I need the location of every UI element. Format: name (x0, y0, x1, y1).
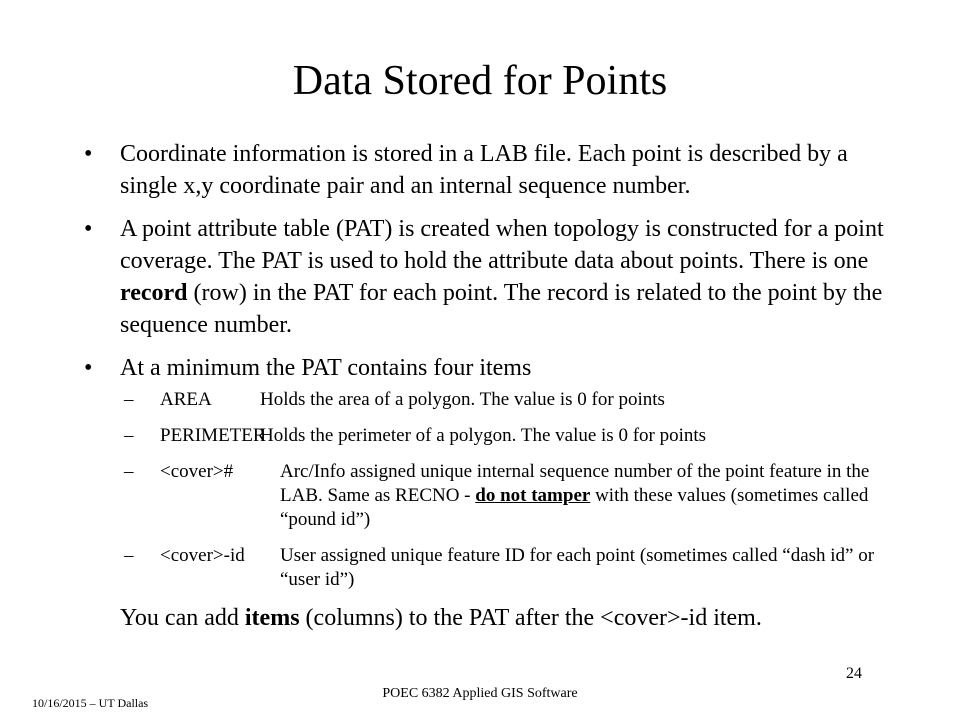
item-term: AREA (160, 389, 212, 410)
bullet-text: A point attribute table (PAT) is created when topology is constructed for a point coverage. The PAT is used to hold the attribute data about points. There is one record (row) in the PAT for each point. The record is related to the point by the sequence number. (120, 216, 884, 338)
bullet-icon: • (84, 216, 93, 242)
sub-item-perimeter (120, 424, 884, 448)
bullet-icon: • (84, 141, 93, 167)
item-term: <cover>-id (160, 545, 245, 566)
item-description: Holds the perimeter of a polygon. The value is 0 for points (260, 425, 707, 446)
bullet-text: Coordinate information is stored in a LAB file. Each point is described by a single x,y coordinate pair and an internal sequence number. (120, 141, 848, 199)
item-term: <cover># (160, 461, 234, 482)
bullet-icon: • (84, 355, 93, 381)
item-term: PERIMETER (160, 425, 266, 446)
dash-icon: – (124, 545, 134, 566)
item-description: User assigned unique feature ID for each point (sometimes called “dash id” or “user id”) (280, 545, 875, 590)
bold-term: record (120, 280, 188, 306)
dash-icon: – (124, 425, 134, 446)
sub-item-area (120, 388, 884, 412)
bullet-list (84, 138, 884, 604)
bullet-item (84, 138, 884, 202)
bold-term: items (244, 605, 300, 631)
item-description: Holds the area of a polygon. The value is 0 for points (260, 389, 665, 410)
sub-item-cover-hash (120, 460, 884, 532)
bullet-text: At a minimum the PAT contains four items (120, 355, 532, 381)
footer-course: POEC 6382 Applied GIS Software (382, 686, 578, 701)
page-number: 24 (846, 665, 862, 682)
dash-icon: – (124, 389, 134, 410)
closing-note: You can add items (columns) to the PAT after the <cover>-id item. (120, 605, 762, 631)
bullet-item (84, 352, 884, 592)
dash-icon: – (124, 461, 134, 482)
item-description: Arc/Info assigned unique internal sequence number of the point feature in the LAB. Same as RECNO - do not tamper with these values (sometimes called “pound id”) (280, 461, 870, 530)
sub-item-list (120, 388, 884, 592)
sub-item-cover-id (120, 544, 884, 592)
warning-emphasis: do not tamper (475, 485, 591, 506)
footer-date: 10/16/2015 – UT Dallas (32, 696, 149, 710)
slide-title: Data Stored for Points (292, 58, 668, 104)
bullet-item (84, 213, 884, 341)
